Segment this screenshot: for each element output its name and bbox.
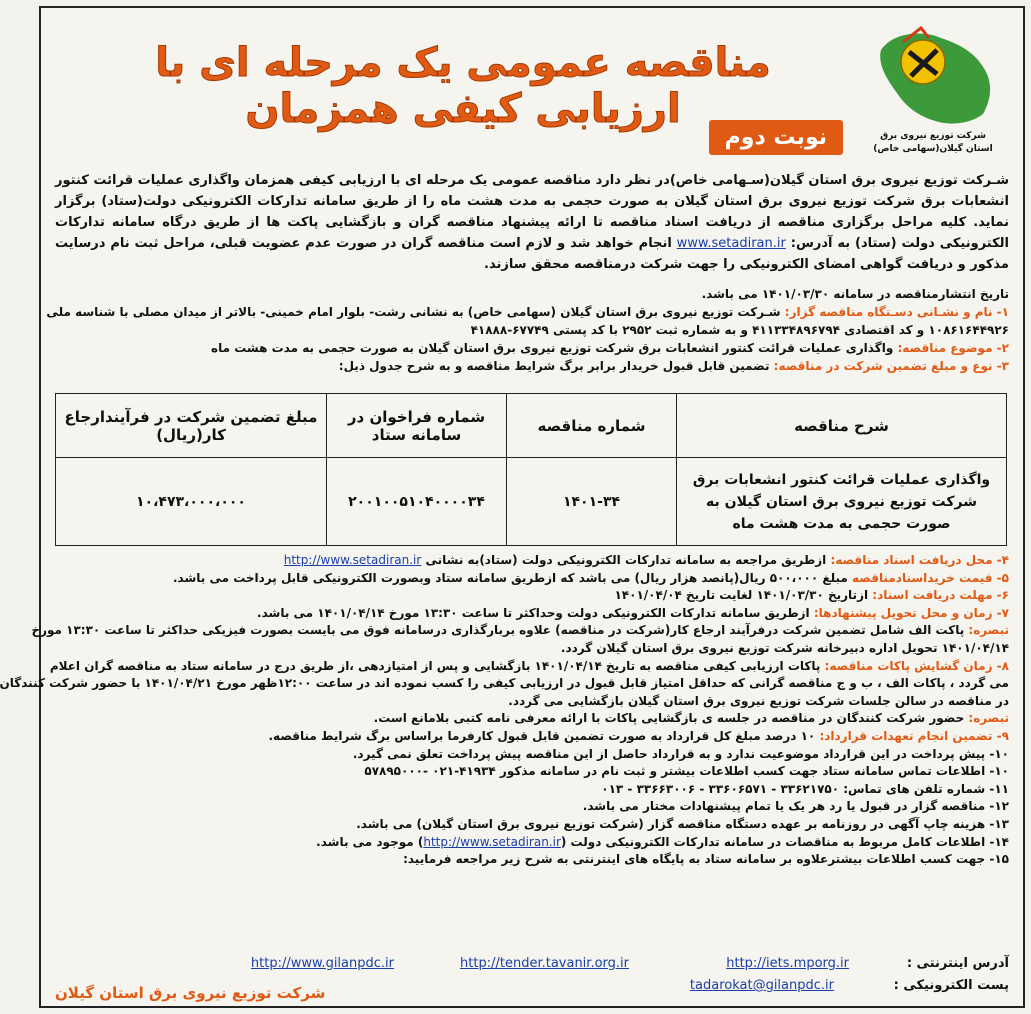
web-label: آدرس اینترنتی : bbox=[906, 956, 1009, 971]
item-1-label: ۱- نام و نشـانی دسـتگاه مناقصه گزار: bbox=[784, 305, 1009, 319]
guarantee-table bbox=[55, 393, 1007, 546]
footer bbox=[55, 956, 1009, 1004]
gilan-map-logo-icon bbox=[863, 22, 1003, 132]
header bbox=[41, 8, 1023, 168]
item-6-text: ازتاریخ ۱۴۰۱/۰۳/۳۰ لغایت تاریخ ۱۴۰۱/۰۴/۰۴ bbox=[614, 588, 869, 603]
item-2-text: واگذاری عملیات قرائت کنتور انشعابات برق شرکت توزیع نیروی برق استان گیلان به صورت حجمی به مدت هشت ماه bbox=[211, 341, 894, 355]
details-section bbox=[0, 552, 1009, 869]
tender-notice-page bbox=[0, 6, 1025, 1008]
email-label: پست الکترونیکی : bbox=[893, 978, 1009, 993]
table-header: شماره فراخوان در سامانه ستاد bbox=[327, 394, 507, 458]
table-header-row bbox=[56, 394, 1007, 458]
item-2-label: ۲- موضوع مناقصه: bbox=[897, 341, 1009, 355]
page-title: مناقصه عمومی یک مرحله ای با ارزیابی کیفی همزمان bbox=[155, 40, 771, 132]
table-cell-amount: ۱۰،۴۷۳،۰۰۰،۰۰۰ bbox=[56, 458, 327, 546]
intro-setadiran-link[interactable]: www.setadiran.ir bbox=[676, 236, 786, 251]
item-1-text-b: ۱۰۸۶۱۶۴۴۹۲۶ و کد اقتصادی ۴۱۱۳۳۴۸۹۶۷۹۴ و به شماره ثبت ۲۹۵۲ با کد پستی ۶۷۷۴۹-۴۱۸۸۸ bbox=[470, 323, 1009, 337]
table-row bbox=[56, 458, 1007, 546]
logo-name-line-1: شرکت توزیع نیروی برق bbox=[880, 131, 986, 141]
item-12: ۱۲- مناقصه گزار در قبول یا رد هر یک یا تمام پیشنهادات مختار می باشد. bbox=[582, 799, 1009, 814]
item-5-text: مبلغ ۵۰۰،۰۰۰ ریال(پانصد هزار ریال) می باشد که ازطریق سامانه ستاد وبصورت الکترونیکی قابل پرداخت می باشد. bbox=[172, 570, 848, 585]
publication-date: تاریخ انتشارمناقصه در سامانه ۱۴۰۱/۰۳/۳۰ می باشد. bbox=[701, 287, 1009, 301]
item-8-text-a: پاکات ارزیابی کیفی مناقصه به تاریخ ۱۴۰۱/۰۴/۱۴ بازگشایی و پس از امتیازدهی ،از طریق درج در سامانه ستاد به مناقصه گران اعلام bbox=[49, 658, 821, 673]
item-7-label: ۷- زمان و محل تحویل پیشنهادها: bbox=[813, 605, 1009, 620]
item-14 bbox=[55, 834, 1009, 852]
item-6 bbox=[55, 587, 1009, 605]
logo-name-line-2: استان گیلان(سهامی خاص) bbox=[873, 144, 993, 154]
item-4 bbox=[55, 552, 1009, 570]
intro-text-1: شـرکت توزیع نیروی برق استان گیلان(سـهامی خاص)در نظر دارد مناقصه عمومی یک مرحله ای با ارزیابی کیفی همزمان واگذاری عملیات قرائت کنتور انشعابات برق شرکت توزیع نیروی برق استان گیلان به صورت حجمی به مدت هشت ماه را از طریق سامانه تدارکات الکترونیکی دولت(ستاد) برگزار نماید. کلیه مراحل برگزاری مناقصه از دریافت اسناد مناقصه تا ارائه پیشنهاد مناقصه گران و بازگشایی پاکت ها از طریق درگاه سامانه تدارکات الکترونیکی دولت (ستاد) به آدرس: bbox=[55, 173, 1009, 251]
item-3-text: تضمین قابل قبول خریدار برابر برگ شرایط مناقصه و به شرح جدول ذیل: bbox=[338, 359, 770, 373]
item-4-text: ازطریق مراجعه به سامانه تدارکات الکترونیکی دولت (ستاد)به نشانی bbox=[425, 553, 827, 567]
item-3 bbox=[55, 357, 1009, 375]
item-13: ۱۳- هزینه چاپ آگهی در روزنامه بر عهده دستگاه مناقصه گزار (شرکت توزیع نیروی برق استان گیلان) می باشد. bbox=[356, 816, 1009, 831]
item-6-label: ۶- مهلت دریافت اسناد: bbox=[872, 588, 1009, 603]
item-2 bbox=[55, 339, 1009, 357]
web-links-row bbox=[55, 956, 1009, 978]
table-header: شرح مناقصه bbox=[677, 394, 1007, 458]
intro-text-2: انجام خواهد شد و لازم است مناقصه گران در صورت عدم عضویت قبلی، مراحل ثبت نام درسایت مذکور و دریافت گواهی امضای الکترونیکی را جهت شرکت درمناقصه محقق سازند. bbox=[55, 236, 1009, 272]
items-section bbox=[46, 285, 1009, 375]
link-gilanpdc[interactable]: http://www.gilanpdc.ir bbox=[250, 956, 394, 971]
item-4-label: ۴- محل دریافت اسناد مناقصه: bbox=[830, 553, 1009, 567]
item-14-text-b: ) موجود می باشد. bbox=[316, 834, 424, 849]
footer-company-name: شرکت توزیع نیروی برق استان گیلان bbox=[55, 984, 326, 1002]
note-2-label: تبصره: bbox=[968, 711, 1009, 726]
item-11: ۱۱- شماره تلفن های تماس: ۳۳۶۲۱۷۵۰ - ۳۳۶۰۶۵۷۱ - ۳۳۶۶۳۰۰۶ - ۰۱۳ bbox=[601, 781, 1009, 796]
note-2 bbox=[55, 710, 1009, 728]
item-5 bbox=[55, 570, 1009, 588]
item-1 bbox=[46, 303, 1009, 321]
item-10b: ۱۰- اطلاعات تماس سامانه ستاد جهت کسب اطلاعات بیشتر و ثبت نام در سامانه مذکور ۴۱۹۳۴-۰۲۱ -۵۷۸۹۵۰۰۰ bbox=[364, 764, 1009, 779]
item-8-text-c: در مناقصه در سالن جلسات شرکت توزیع نیروی برق استان گیلان بازگشایی می گردد. bbox=[508, 693, 1009, 708]
intro-paragraph bbox=[55, 170, 1009, 275]
item-3-label: ۳- نوع و مبلغ تضمین شرکت در مناقصه: bbox=[773, 359, 1009, 373]
item-8-text-b: می گردد ، پاکات الف ، ب و ج مناقصه گرانی که حداقل امتیاز قابل قبول در ارزیابی کیفی را کسب نموده اند در ساعت ۱۲:۰۰ظهر مورخ ۱۴۰۱/۰۴/۲۱ با حضور شرکت کنندگان bbox=[0, 676, 1009, 691]
item-5-label: ۵- قیمت خریداسنادمناقصه bbox=[852, 570, 1009, 585]
table-header: شماره مناقصه bbox=[507, 394, 677, 458]
note-1-text-b: ۱۴۰۱/۰۴/۱۴ تحویل اداره دبیرخانه شرکت توزیع نیروی برق استان گیلان گردد. bbox=[560, 640, 1009, 655]
note-2-text: حضور شرکت کنندگان در مناقصه در جلسه ی بازگشایی پاکات با ارائه معرفی نامه کتبی بلامانع است. bbox=[373, 711, 965, 726]
item-4-link[interactable]: http://www.setadiran.ir bbox=[283, 553, 422, 567]
email-link[interactable]: tadarokat@gilanpdc.ir bbox=[689, 978, 834, 993]
item-7 bbox=[55, 605, 1009, 623]
table-cell-call-number: ۲۰۰۱۰۰۵۱۰۴۰۰۰۰۳۴ bbox=[327, 458, 507, 546]
item-9-text: ۱۰ درصد مبلغ کل قرارداد به صورت تضمین قابل قبول کارفرما براساس برگ شرایط مناقصه. bbox=[268, 728, 816, 743]
table-cell-description: واگذاری عملیات قرائت کنتور انشعابات برق شرکت توزیع نیروی برق استان گیلان به صورت حجمی به مدت هشت ماه bbox=[677, 458, 1007, 546]
note-1-label: تبصره: bbox=[968, 623, 1009, 638]
table-header: مبلغ تضمین شرکت در فرآیندارجاع کار(ریال) bbox=[56, 394, 327, 458]
note-1 bbox=[31, 622, 1009, 640]
table-cell-tender-number: ۱۴۰۱-۳۴ bbox=[507, 458, 677, 546]
item-8 bbox=[49, 658, 1009, 676]
item-9 bbox=[55, 728, 1009, 746]
item-14-link[interactable]: http://www.setadiran.ir bbox=[423, 834, 561, 849]
item-1-text-a: شـرکت توزیع نیروی برق استان گیلان (سهامی خاص) به نشانی رشت- بلوار امام خمینی- بالاتر از میدان مصلی با شناسه ملی bbox=[46, 305, 781, 319]
link-tender-tavanir[interactable]: http://tender.tavanir.org.ir bbox=[460, 956, 629, 971]
note-1-text-a: پاکت الف شامل تضمین شرکت درفرآیند ارجاع کار(شرکت در مناقصه) علاوه بربارگذاری درسامانه فوق می بایست بصورت فیزیکی حداکثر تا ساعت ۱۳:۳۰ مورخ bbox=[31, 623, 965, 638]
company-logo bbox=[863, 22, 1003, 162]
item-7-text: ازطریق سامانه تدارکات الکترونیکی دولت وحداکثر تا ساعت ۱۳:۳۰ مورخ ۱۴۰۱/۰۴/۱۴ می باشد. bbox=[257, 605, 810, 620]
item-15: ۱۵- جهت کسب اطلاعات بیشترعلاوه بر سامانه ستاد به پایگاه های اینترنتی به شرح زیر مراجعه فرمایید: bbox=[403, 852, 1009, 867]
item-8-label: ۸- زمان گشایش پاکات مناقصه: bbox=[824, 658, 1009, 673]
item-10: ۱۰- پیش پرداخت در این قرارداد موضوعیت ندارد و به قرارداد حاصل از این مناقصه پیش پرداخت تعلق نمی گیرد. bbox=[352, 746, 1009, 761]
round-badge: نوبت دوم bbox=[709, 120, 843, 155]
item-9-label: ۹- تضمین انجام تعهدات قرارداد: bbox=[819, 728, 1009, 743]
item-14-text-a: ۱۴- اطلاعات کامل مربوط به مناقصات در سامانه تدارکات الکترونیکی دولت ( bbox=[560, 834, 1009, 849]
link-iets[interactable]: http://iets.mporg.ir bbox=[726, 956, 849, 971]
